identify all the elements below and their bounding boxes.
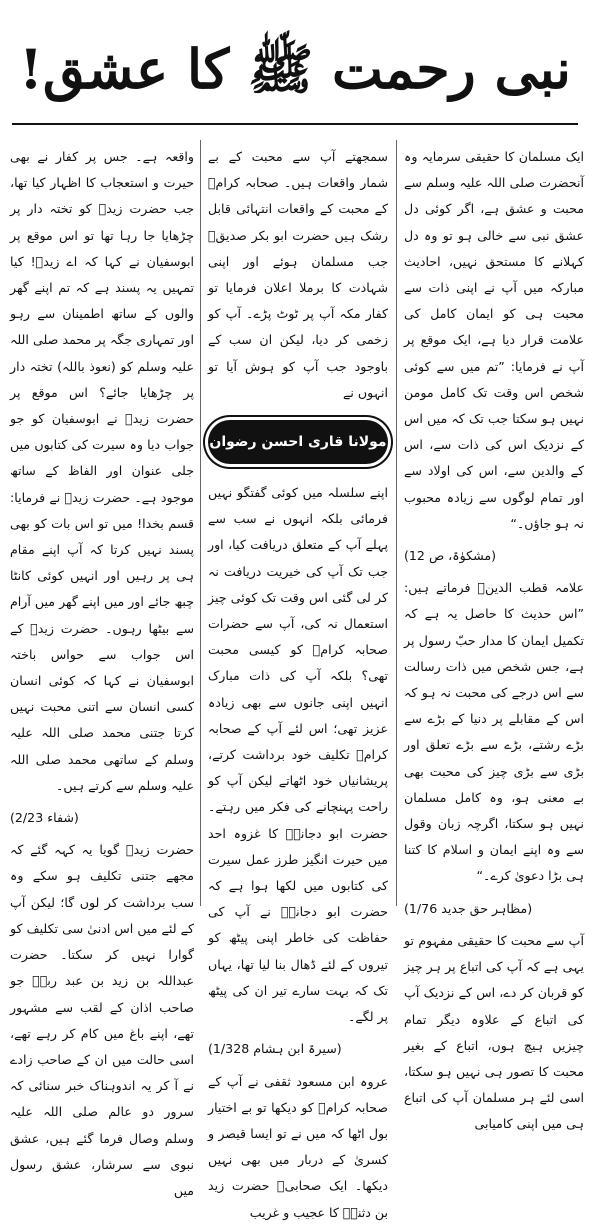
paragraph: عروہ ابن مسعود ثقفی نے آپ کے صحابہ کرامؓ کو دیکھا تو بے اختیار بول اٹھا کہ میں نے تو ایسا قیصر و کسریٰ کے دربار میں بھی نہیں دیکھا۔ ایک صحابیؓ حضرت زید بن دثنہؓ کا عجیب و غریب [208,1073,388,1220]
author-byline: مولانا قاری احسن رضوان [208,420,388,464]
paragraph: واقعہ ہے۔ جس پر کفار نے بھی حیرت و استعجاب کا اظہار کیا تھا، جب حضرت زیدؓ کو تختہ دار پر چڑھایا جا رہا تھا تو اس موقع پر ابوسفیان نے کہا کہ اے زیدؓ! کیا تمہیں یہ پسند ہے کہ تم اپنے گھر والوں کے ساتھ اطمینان سے رہو اور تمہاری جگہ پر محمد صلی اللہ علیہ وسلم کو (نعوذ باللہ) تختہ دار پر چڑھایا جائے؟ اس موقع پر حضرت زیدؓ نے ابوسفیان کو جو جواب دیا وہ سیرت کی کتابوں میں جلی عنوان اور الفاظ کے ساتھ موجود ہے۔ حضرت زیدؓ نے فرمایا: قسم بخدا! میں تو اس بات کو بھی پسند نہیں کرتا کہ آپ اپنے مقام ہی پر رہیں اور انہیں کوئی کانٹا چبھ جائے اور میں اپنے گھر میں آرام سے بیٹھا رہوں۔ حضرت زیدؓ کے اس جواب سے حواس باختہ ابوسفیان نے کہا کہ کوئی انسان کسی انسان سے اتنی محبت نہیں کرتا جتنی محمد صلی اللہ علیہ وسلم کے ساتھی محمد صلی اللہ علیہ وسلم سے کرتے ہیں۔ [10,149,194,793]
column-divider-2 [200,140,201,906]
column-right [404,144,584,1144]
citation: (سیرۃ ابن ہشام 1/328) [208,1041,342,1057]
paragraph: حضرت زیدؓ گویا یہ کہہ گئے کہ مجھے جتنی تکلیف ہو سکے وہ سب برداشت کر لوں گا؛ لیکن آپ کے لئے میں اس ادنیٰ سی تکلیف کو گوارا نہیں کر سکتا۔ حضرت عبداللہ بن زید بن عبد ربہؓ جو صاحب اذان کے لقب سے مشہور تھے، اپنے باغ میں کام کر رہے تھے، اسی حالت میں ان کے صاحب زادے نے آ کر یہ اندوہناک خبر سنائی کہ سرور دو عالم صلی اللہ علیہ وسلم وصال فرما گئے ہیں، عشق نبوی سے سرشار، عشق رسول میں [10,842,194,1198]
column-divider-1 [396,140,397,906]
paragraph: ایک مسلمان کا حقیقی سرمایہ وہ آنحضرت صلی اللہ علیہ وسلم سے محبت و عشق ہے، اگر کوئی دل عشق نبی سے خالی ہو تو وہ دل کہلانے کا مستحق نہیں، احادیث مبارکہ میں آپ نے اپنی ذات سے محبت ہی کو ایمان کامل کی علامت قرار دیا ہے، ایک موقع پر آپ نے فرمایا: ”تم میں سے کوئی شخص اس وقت تک کامل مومن نہیں ہو سکتا جب تک کہ میں اس کے نزدیک اس کی ذات سے، اس کے والدین سے، اس کی اولاد سے اور تمام لوگوں سے زیادہ محبوب نہ ہو جاؤں۔“ [404,149,584,531]
citation: (مظاہر حق جدید 1/76) [404,900,533,916]
citation: (مشکوٰۃ، ص 12) [404,548,496,564]
title-rule [12,123,578,125]
headline [0,0,590,120]
paragraph: اپنے سلسلہ میں کوئی گفتگو نہیں فرمائی بلکہ انہوں نے سب سے پہلے آپ کے متعلق دریافت کیا، اور جب تک آپ کی خیریت دریافت نہ کر لی گئی اس وقت تک کوئی چیز استعمال نہ کی، آپ سے حضرات صحابہ کرامؓ کو کیسی محبت تھی؟ بلکہ آپ کی ذات مبارک انہیں اپنی جانوں سے بھی زیادہ عزیز تھی؛ اس لئے آپ کے صحابہ کرامؓ تکلیف خود برداشت کرتے، پریشانیاں خود اٹھاتے لیکن آپ کو راحت پہنچانے کی فکر میں رہتے۔ حضرت ابو دجانہؓ کا غزوہ احد میں حیرت انگیز طرز عمل سیرت کی کتابوں میں لکھا ہوا ہے کہ حضرت ابو دجانہؓ نے آپ کی حفاظت کی خاطر اپنی پیٹھ کو تیروں کے لئے ڈھال بنا لیا تھا، یہاں تک کہ بہت سارے تیر ان کی پیٹھ پر لگے۔ [208,485,388,1025]
column-left [10,144,194,1210]
page-title: نبی رحمت ﷺ کا عشق! [19,37,571,101]
paragraph: علامہ قطب الدینؒ فرماتے ہیں: ”اس حدیث کا حاصل یہ ہے کہ تکمیل ایمان کا مدار حبّ رسول پر ہے، جس شخص میں ذات رسالت سے اس درجے کی محبت نہ ہو کہ اس کے مقابلے پر دنیا کے بڑے سے بڑے رشتے، بڑے سے بڑے تعلق اور بڑی سے بڑی چیز کی محبت بھی بے معنی ہو، وہ کامل مسلمان نہیں ہو سکتا، اگرچہ زبان وقول سے وہ اپنے ایمان و اسلام کا کتنا ہی بڑا دعویٰ کرے۔“ [404,580,584,884]
headline-graphic [0,0,590,120]
paragraph: سمجھتے آپ سے محبت کے بے شمار واقعات ہیں۔ صحابہ کرامؓ کے محبت کے واقعات انتہائی قابل رشک ہیں حضرت ابو بکر صدیقؓ جب مسلمان ہوئے اور اپنی شہادت کا برملا اعلان فرمایا تو کفار مکہ آپ پر ٹوٹ پڑے۔ آپ کو زخمی کر دیا، لیکن ان سب کے باوجود جب آپ کو ہوش آیا تو انہوں نے [208,149,388,400]
paragraph: آپ سے محبت کا حقیقی مفہوم تو یہی ہے کہ آپ کی اتباع پر ہر چیز کو قربان کر دے، اس کے نزدیک آپ کی اتباع کے علاوہ دیگر تمام چیزیں ہیچ ہوں، اتباع کے بغیر محبت کا تصور ہی نہیں ہو سکتا، اسی لئے ہر مسلمان آپ کی اتباع ہی میں اپنی کامیابی [404,932,584,1132]
citation: (شفاء 2/23) [10,810,79,826]
column-middle [208,144,388,1232]
